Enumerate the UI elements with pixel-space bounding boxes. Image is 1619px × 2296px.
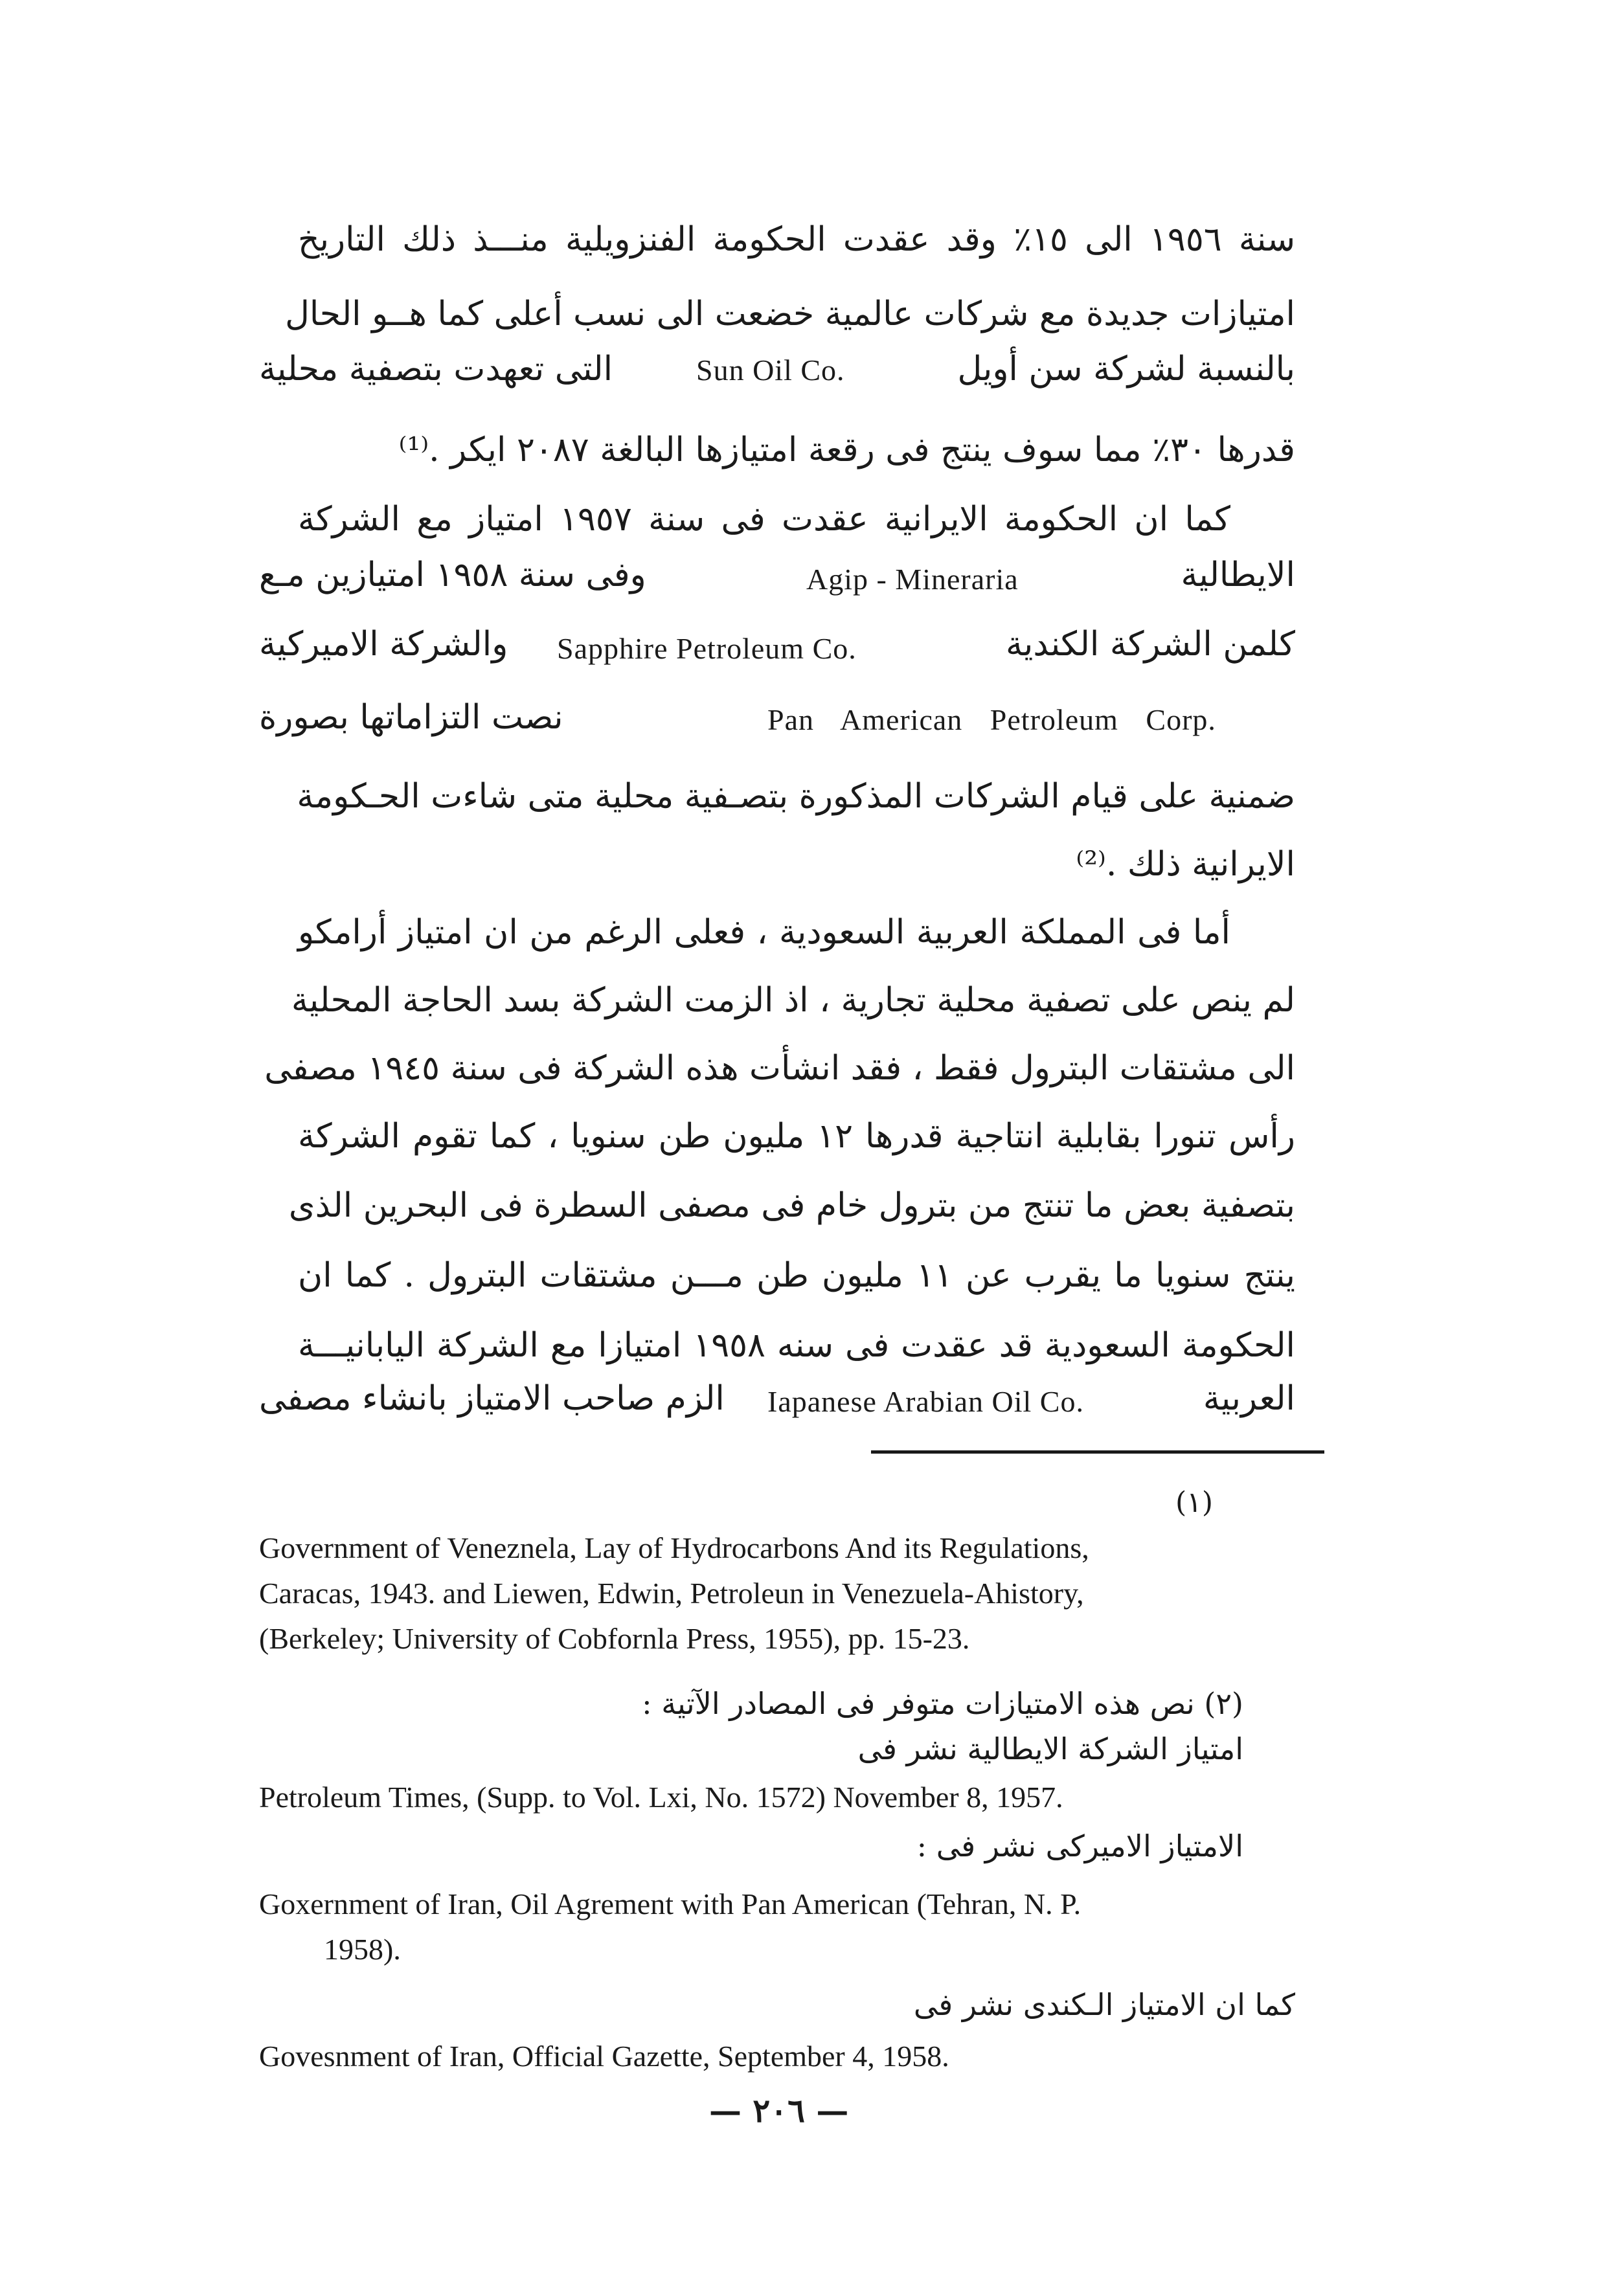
body-line-11-text: أما فى المملكة العربية السعودية ، فعلى الرغم من ان امتياز أرامكو	[298, 913, 1230, 952]
body-line-3-left: التى تعهدت بتصفية محلية	[259, 350, 613, 388]
body-line-18-right: العربية	[1203, 1379, 1295, 1418]
body-line-3-right: بالنسبة لشركة سن أويل	[957, 350, 1295, 388]
footnote-2-line-5: Goxernment of Iran, Oil Agrement with Pan American (Tehran, N. P.	[259, 1887, 1081, 1920]
body-line-6-left: وفى سنة ١٩٥٨ امتيازين مـع	[259, 556, 646, 594]
footnote-1-line-1: Government of Veneznela, Lay of Hydrocarbons And its Regulations,	[259, 1531, 1089, 1564]
body-line-7-left: والشركة الاميركية	[259, 625, 508, 664]
body-line-16-text: ينتج سنويا ما يقرب عن ١١ مليون طن مـــن مشتقات البترول . كما ان	[298, 1256, 1295, 1295]
footnote-2-line-6: 1958).	[324, 1933, 401, 1966]
body-line-14	[298, 1104, 1295, 1169]
body-line-17	[298, 1313, 1295, 1378]
body-line-6-latin: Agip - Mineraria	[806, 563, 1019, 596]
body-line-18-left: الزم صاحب الامتياز بانشاء مصفى	[259, 1379, 725, 1418]
body-line-9	[298, 764, 1295, 829]
body-line-5	[298, 487, 1230, 552]
body-line-5-text: كما ان الحكومة الايرانية عقدت فى سنة ١٩٥٧ امتياز مع الشركة	[298, 500, 1230, 539]
body-line-15	[288, 1173, 1295, 1238]
body-line-16	[298, 1243, 1295, 1308]
footnote-1-line-2: Caracas, 1943. and Liewen, Edwin, Petroleun in Venezuela-Ahistory,	[259, 1577, 1084, 1610]
body-line-4	[298, 418, 1295, 482]
body-line-13-text: الى مشتقات البترول فقط ، فقد انشأت هذه الشركة فى سنة ١٩٤٥ مصفى	[264, 1049, 1295, 1088]
footnote-2-line-4: الامتياز الاميركى نشر فى :	[916, 1829, 1243, 1863]
body-line-4-text: قدرها ٣٠٪ مما سوف ينتج فى رقعة امتيازها البالغة ٢٠٨٧ ايكر .⁽¹⁾	[398, 431, 1295, 469]
body-line-18-latin: Iapanese Arabian Oil Co.	[767, 1385, 1084, 1418]
footnote-divider	[871, 1450, 1324, 1454]
body-line-1-text: سنة ١٩٥٦ الى ١٥٪ وقد عقدت الحكومة الفنزويلية منـــذ ذلك التاريخ	[298, 220, 1296, 259]
footnote-2-line-3: Petroleum Times, (Supp. to Vol. Lxi, No. 1572) November 8, 1957.	[259, 1781, 1063, 1814]
body-line-14-text: رأس تنورا بقابلية انتاجية قدرها ١٢ مليون طن سنويا ، كما تقوم الشركة	[298, 1117, 1295, 1156]
body-line-17-text: الحكومة السعودية قد عقدت فى سنه ١٩٥٨ امتيازا مع الشركة اليابانيـــة	[298, 1326, 1295, 1365]
body-line-12-text: لم ينص على تصفية محلية تجارية ، اذ الزمت الشركة بسد الحاجة المحلية	[291, 981, 1295, 1020]
body-line-7-latin: Sapphire Petroleum Co.	[557, 632, 857, 665]
body-line-7-right: كلمن الشركة الكندية	[1005, 625, 1295, 664]
body-line-12	[291, 968, 1295, 1033]
body-line-11	[298, 900, 1230, 965]
footnote-1-marker: (١)	[1175, 1486, 1213, 1519]
body-line-13	[264, 1036, 1295, 1101]
body-line-1	[298, 207, 1295, 272]
body-line-2	[285, 282, 1295, 346]
body-line-8-latin: Pan American Petroleum Corp.	[767, 703, 1216, 736]
body-line-10	[298, 832, 1295, 897]
body-line-2-text: امتيازات جديدة مع شركات عالمية خضعت الى نسب أعلى كما هــو الحال	[285, 295, 1295, 333]
body-line-10-text: الايرانية ذلك .⁽²⁾	[1076, 845, 1295, 884]
footnote-2-line-7: كما ان الامتياز الـكندى نشر فى	[913, 1987, 1295, 2022]
body-line-8-left: نصت التزاماتها بصورة	[259, 698, 563, 737]
body-line-15-text: بتصفية بعض ما تنتج من بترول خام فى مصفى السطرة فى البحرين الذى	[288, 1186, 1295, 1225]
footnote-2-line-1: (٢) نص هذه الامتيازات متوفر فى المصادر الآتية :	[642, 1686, 1243, 1721]
body-line-9-text: ضمنية على قيام الشركات المذكورة بتصـفية محلية متى شاءت الحـكومة	[297, 777, 1295, 816]
body-line-3-latin: Sun Oil Co.	[696, 354, 845, 387]
footnote-2-line-2: امتياز الشركة الايطالية نشر فى	[857, 1731, 1243, 1766]
page-number: — ٢٠٦ —	[709, 2091, 849, 2130]
footnote-1-line-3: (Berkeley; University of Cobfornla Press, 1955), pp. 15-23.	[259, 1622, 970, 1655]
footnote-2-line-8: Govesnment of Iran, Official Gazette, September 4, 1958.	[259, 2040, 949, 2073]
body-line-6-right: الايطالية	[1181, 556, 1295, 594]
